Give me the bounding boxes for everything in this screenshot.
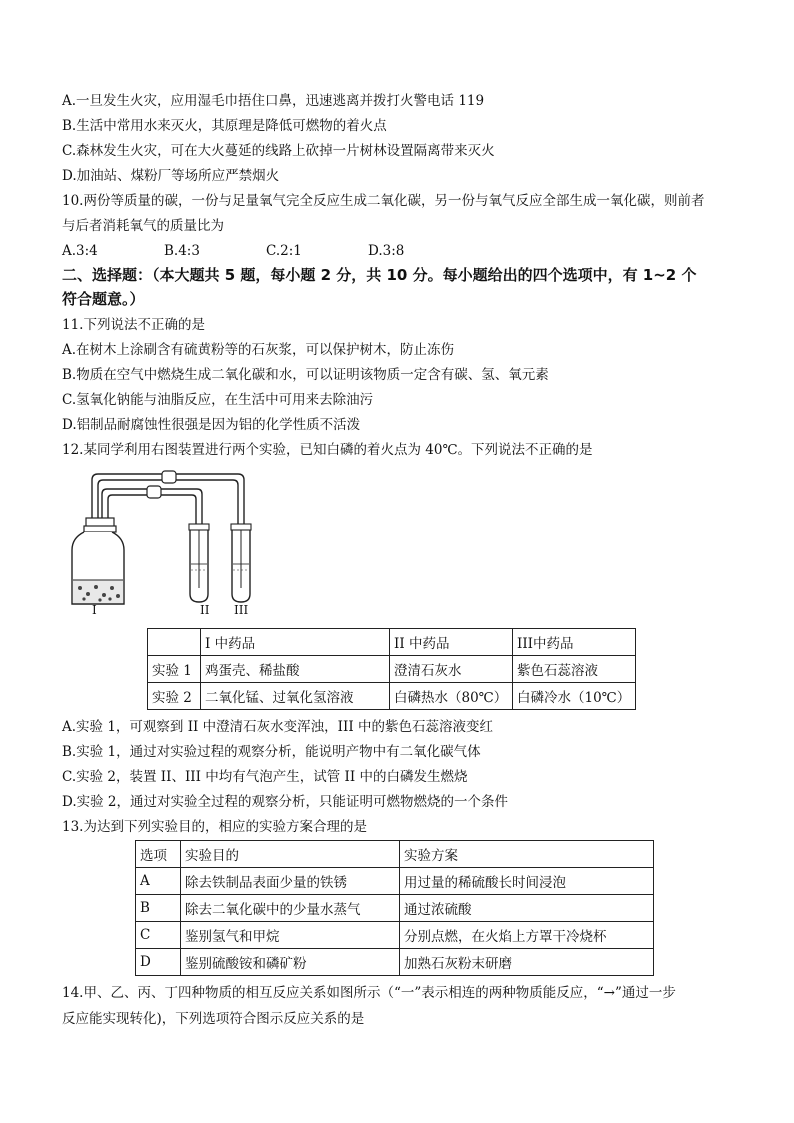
table-cell: 鉴别氢气和甲烷 xyxy=(181,922,400,949)
table-cell: D xyxy=(136,949,181,976)
q9-option-c: C.森林发生火灾，可在大火蔓延的线路上砍掉一片树林设置隔离带来灭火 xyxy=(62,143,495,159)
q12-option-b: B.实验 1，通过对实验过程的观察分析，能说明产物中有二氧化碳气体 xyxy=(62,744,481,760)
q10-stem-line2: 与后者消耗氧气的质量比为 xyxy=(62,218,224,234)
q14-stem-line2: 反应能实现转化)，下列选项符合图示反应关系的是 xyxy=(62,1011,365,1027)
table-cell: 通过浓硫酸 xyxy=(400,895,654,922)
table-header-row xyxy=(148,629,636,656)
table-cell: A xyxy=(136,868,181,895)
q9-option-b: B.生活中常用水来灭火，其原理是降低可燃物的着火点 xyxy=(62,118,387,134)
q11-option-d: D.铝制品耐腐蚀性很强是因为铝的化学性质不活泼 xyxy=(62,417,361,433)
q10-option-c: C.2:1 xyxy=(266,243,302,259)
experiment-apparatus-figure xyxy=(62,468,262,618)
q11-option-a: A.在树木上涂刷含有硫黄粉等的石灰浆，可以保护树木，防止冻伤 xyxy=(62,342,455,358)
table-header-cell: 实验方案 xyxy=(400,841,654,868)
q12-option-a: A.实验 1，可观察到 II 中澄清石灰水变浑浊，III 中的紫色石蕊溶液变红 xyxy=(62,719,493,735)
q12-option-d: D.实验 2，通过对实验全过程的观察分析，只能证明可燃物燃烧的一个条件 xyxy=(62,794,509,810)
table-cell: 二氧化锰、过氧化氢溶液 xyxy=(201,683,390,710)
q12-stem: 12.某同学利用右图装置进行两个实验，已知白磷的着火点为 40℃。下列说法不正确的是 xyxy=(62,442,593,458)
table-cell: B xyxy=(136,895,181,922)
table-cell: 实验 1 xyxy=(148,656,201,683)
q13-table xyxy=(135,840,654,976)
section-heading-line2: 符合题意。） xyxy=(62,290,145,308)
table-row xyxy=(136,895,654,922)
q11-option-b: B.物质在空气中燃烧生成二氧化碳和水，可以证明该物质一定含有碳、氢、氧元素 xyxy=(62,367,549,383)
table-header-cell: 实验目的 xyxy=(181,841,400,868)
table-cell: 白磷冷水（10℃） xyxy=(513,683,636,710)
q12-option-c: C.实验 2，装置 II、III 中均有气泡产生，试管 II 中的白磷发生燃烧 xyxy=(62,769,468,785)
table-header-cell: 选项 xyxy=(136,841,181,868)
apparatus-label-iii: III xyxy=(234,603,249,617)
table-header-row xyxy=(136,841,654,868)
table-cell: 加熟石灰粉末研磨 xyxy=(400,949,654,976)
table-header-cell: III中药品 xyxy=(513,629,636,656)
table-row xyxy=(148,656,636,683)
q9-option-d: D.加油站、煤粉厂等场所应严禁烟火 xyxy=(62,168,280,184)
table-cell: 澄清石灰水 xyxy=(390,656,513,683)
q9-option-a: A.一旦发生火灾，应用湿毛巾捂住口鼻，迅速逃离并拨打火警电话 119 xyxy=(62,93,485,109)
table-cell: 鉴别硫酸铵和磷矿粉 xyxy=(181,949,400,976)
section-heading-line1: 二、选择题：（本大题共 5 题，每小题 2 分，共 10 分。每小题给出的四个选项中，有 1~2 个 xyxy=(62,266,697,284)
table-cell: C xyxy=(136,922,181,949)
table-header-cell: II 中药品 xyxy=(390,629,513,656)
q10-option-a: A.3:4 xyxy=(62,243,98,259)
q13-stem: 13.为达到下列实验目的，相应的实验方案合理的是 xyxy=(62,819,367,835)
q10-option-b: B.4:3 xyxy=(164,243,200,259)
apparatus-label-i: I xyxy=(92,603,97,617)
table-cell: 实验 2 xyxy=(148,683,201,710)
table-row xyxy=(136,868,654,895)
table-header-cell xyxy=(148,629,201,656)
table-cell: 除去二氧化碳中的少量水蒸气 xyxy=(181,895,400,922)
table-row xyxy=(148,683,636,710)
table-cell: 除去铁制品表面少量的铁锈 xyxy=(181,868,400,895)
table-row xyxy=(136,922,654,949)
q10-option-d: D.3:8 xyxy=(368,243,405,259)
table-cell: 紫色石蕊溶液 xyxy=(513,656,636,683)
apparatus-label-ii: II xyxy=(200,603,210,617)
q11-stem: 11.下列说法不正确的是 xyxy=(62,317,205,333)
q10-stem-line1: 10.两份等质量的碳，一份与足量氧气完全反应生成二氧化碳，另一份与氧气反应全部生成一氧化碳，则前者 xyxy=(62,193,705,209)
table-cell: 白磷热水（80℃） xyxy=(390,683,513,710)
table-cell: 鸡蛋壳、稀盐酸 xyxy=(201,656,390,683)
table-cell: 分别点燃，在火焰上方罩干冷烧杯 xyxy=(400,922,654,949)
table-row xyxy=(136,949,654,976)
q12-table xyxy=(147,628,636,710)
q14-stem-line1: 14.甲、乙、丙、丁四种物质的相互反应关系如图所示（“一”表示相连的两种物质能反应，“→”通过一步 xyxy=(62,985,676,1001)
table-cell: 用过量的稀硫酸长时间浸泡 xyxy=(400,868,654,895)
q11-option-c: C.氢氧化钠能与油脂反应，在生活中可用来去除油污 xyxy=(62,392,374,408)
table-header-cell: I 中药品 xyxy=(201,629,390,656)
